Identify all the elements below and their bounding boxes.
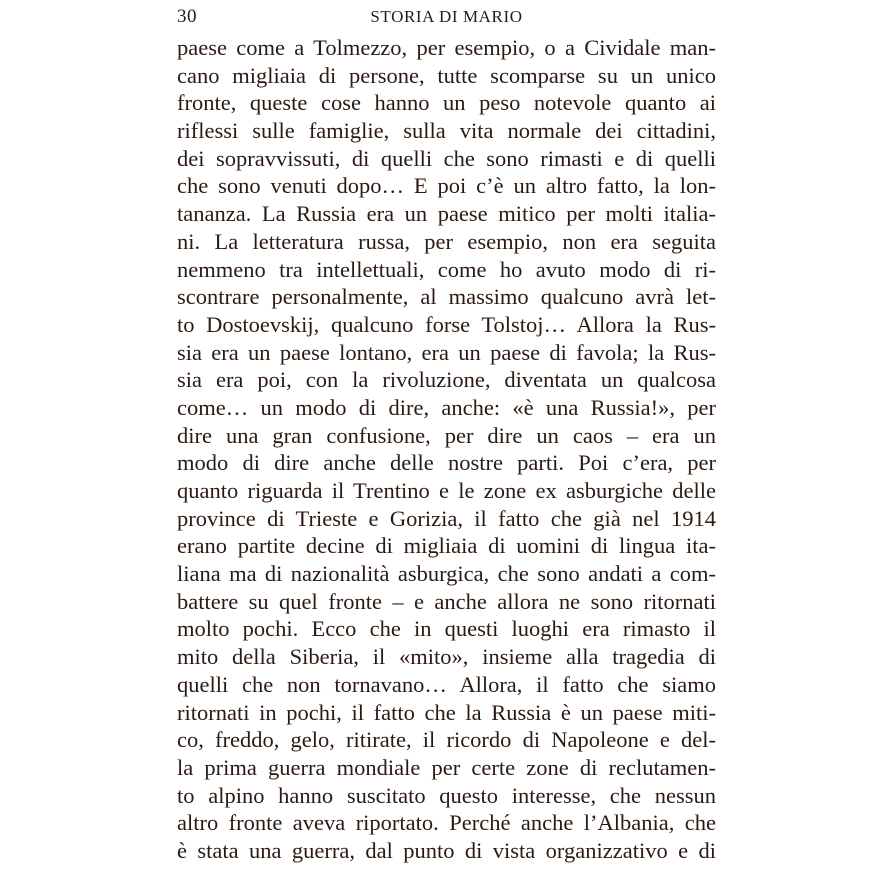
text-line: quanto riguarda il Trentino e le zone ex asburgiche delle xyxy=(177,478,716,503)
text-line: co, freddo, gelo, ritirate, il ricordo di Napoleone e del- xyxy=(177,727,716,753)
text-line: sia era un paese lontano, era un paese di favola; la Rus- xyxy=(177,339,716,365)
text-line: province di Trieste e Gorizia, il fatto che già nel 1914 xyxy=(177,505,716,531)
text-line: tananza. La Russia era un paese mitico per molti italia- xyxy=(177,201,716,227)
text-line: to alpino hanno suscitato questo interesse, che nessun xyxy=(177,782,716,808)
text-line: altro fronte aveva riportato. Perché anche l’Albania, che xyxy=(177,810,716,836)
text-line: dei sopravvissuti, di quelli che sono rimasti e di quelli xyxy=(177,145,716,171)
text-line: ni. La letteratura russa, per esempio, non era seguita xyxy=(177,228,716,254)
text-line: mito della Siberia, il «mito», insieme alla tragedia di xyxy=(177,644,716,670)
text-line: to Dostoevskij, qualcuno forse Tolstoj… Allora la Rus- xyxy=(177,311,716,337)
text-line: cano migliaia di persone, tutte scomparse su un unico xyxy=(177,62,716,88)
running-head xyxy=(177,5,716,29)
text-line: liana ma di nazionalità asburgica, che sono andati a com- xyxy=(177,561,716,587)
body-text xyxy=(177,34,716,865)
text-line: molto pochi. Ecco che in questi luoghi era rimasto il xyxy=(177,616,716,642)
page-number: 30 xyxy=(177,6,197,27)
text-line: dire una gran confusione, per dire un caos – era un xyxy=(177,422,716,448)
text-line: paese come a Tolmezzo, per esempio, o a Cividale man- xyxy=(177,35,716,60)
text-line: che sono venuti dopo… E poi c’è un altro fatto, la lon- xyxy=(177,173,716,199)
text-line: fronte, queste cose hanno un peso notevole quanto ai xyxy=(177,90,716,116)
text-line: modo di dire anche delle nostre parti. Poi c’era, per xyxy=(177,450,716,476)
text-line: battere su quel fronte – e anche allora ne sono ritornati xyxy=(177,588,716,614)
text-line: ritornati in pochi, il fatto che la Russia è un paese miti- xyxy=(177,699,716,725)
text-line: sia era poi, con la rivoluzione, diventata un qualcosa xyxy=(177,367,716,393)
text-line: riflessi sulle famiglie, sulla vita normale dei cittadini, xyxy=(177,118,716,144)
running-title: STORIA DI MARIO xyxy=(370,7,523,26)
text-line: scontrare personalmente, al massimo qualcuno avrà let- xyxy=(177,284,716,310)
text-line: è stata una guerra, dal punto di vista organizzativo e di xyxy=(177,837,716,863)
text-line: erano partite decine di migliaia di uomini di lingua ita- xyxy=(177,533,716,559)
text-line: come… un modo di dire, anche: «è una Russia!», per xyxy=(177,394,716,420)
text-line: la prima guerra mondiale per certe zone di reclutamen- xyxy=(177,754,716,780)
text-line: nemmeno tra intellettuali, come ho avuto modo di ri- xyxy=(177,256,716,282)
text-line: quelli che non tornavano… Allora, il fatto che siamo xyxy=(177,671,716,697)
